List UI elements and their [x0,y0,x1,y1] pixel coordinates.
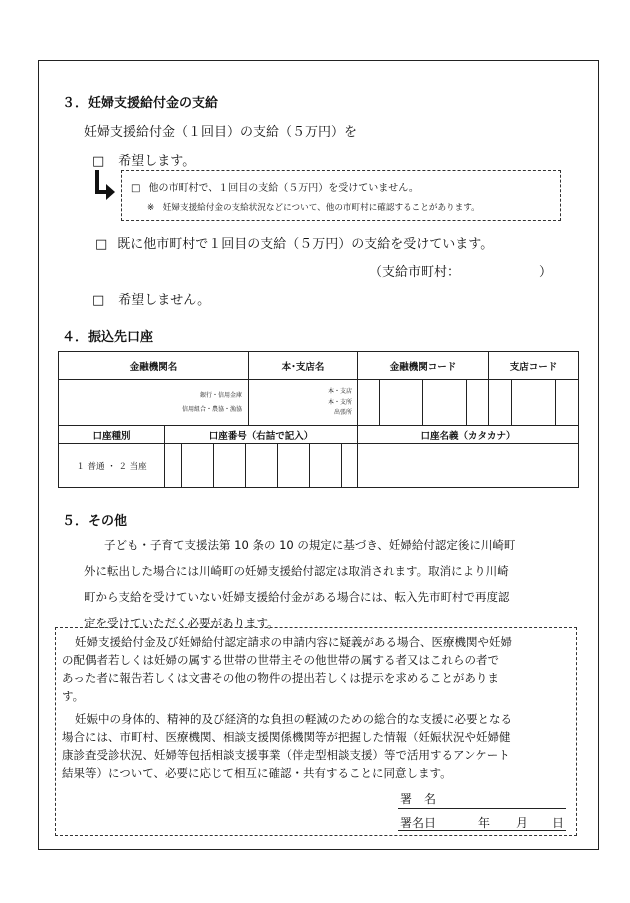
branch-code-digit[interactable] [511,380,556,425]
branch-code-digit[interactable] [489,380,511,425]
account-number-digit[interactable] [181,444,213,487]
branch-code-input[interactable] [489,380,579,426]
bank-name-input[interactable] [59,380,249,426]
account-number-digit[interactable] [245,444,277,487]
branch-type-2: 本・支所 [327,398,352,406]
bank-type-2: 信用組合・農協・漁協 [181,405,242,413]
col-account-holder: 口座名義（カタカナ） [358,426,579,444]
account-number-digit[interactable] [309,444,341,487]
signature-month-label: 月 [516,816,529,830]
section3-heading: ３．妊婦支援給付金の支給 [62,96,219,111]
section5-para-line: 定を受けていただく必要があります。 [84,616,279,630]
signature-year-label: 年 [478,816,491,830]
option-other-checkbox[interactable]: □ [95,237,108,252]
bank-code-digit[interactable] [423,380,466,425]
option-other-label: 既に他市町村で１回目の支給（５万円）の支給を受けています。 [117,237,494,252]
option-no[interactable] [92,289,210,308]
col-bank-name: 金融機関名 [59,352,249,380]
account-type-options[interactable]: １ 普通 ・ ２ 当座 [59,444,165,488]
signature-date-label: 署名日 [400,816,437,830]
col-account-number: 口座番号（右詰で記入） [165,426,358,444]
sub-option-box [121,170,561,221]
bank-type-1: 銀行・信用金庫 [199,392,242,399]
bank-code-digit[interactable] [380,380,423,425]
section3-intro: 妊婦支援給付金（１回目）の支給（５万円）を [84,125,358,140]
option-no-checkbox[interactable]: □ [92,293,105,308]
section5-para-line: 町から支給を受けていない妊婦支援給付金がある場合には、転入先市町村で再度認 [84,590,510,604]
branch-type-1: 本・支店 [327,388,352,396]
section5-heading: ５．その他 [62,514,128,529]
bank-code-digit[interactable] [466,380,488,425]
sub-option-label: 他の市町村で、１回目の支給（５万円）を受けていません。 [148,183,419,194]
signature-name-input[interactable] [398,808,566,809]
col-account-type: 口座種別 [59,426,165,444]
account-number-digit[interactable] [213,444,245,487]
bank-code-digit[interactable] [358,380,380,425]
section5-para-line: 外に転出した場合には川崎町の妊婦支援給付認定は取消されます。取消により川崎 [84,564,509,578]
option-other[interactable] [95,233,493,252]
notice-line: す。 [62,689,85,703]
account-number-digit[interactable] [165,444,181,487]
notice-line: 結果等）について、必要に応じて相互に確認・共有することに同意します。 [62,766,452,780]
branch-type-3: 出張所 [333,409,352,417]
section5-para-line: 子ども・子育て支援法第 10 条の 10 の規定に基づき、妊婦給付認定後に川崎町 [104,538,516,552]
other-city-open: （支給市町村： [369,265,461,280]
section4-heading: ４．振込先口座 [62,330,154,345]
notice-line: の配偶者若しくは妊婦の属する世帯の世帯主その他世帯の属する者又はこれらの者で [62,653,499,667]
notice-line: 妊婦支援給付金及び妊婦給付認定請求の申請内容に疑義がある場合、医療機関や妊婦 [75,635,512,649]
sub-option-note: ※ 妊婦支援給付金の支給状況などについて、他の市町村に確認することがあります。 [147,203,480,213]
sub-option[interactable] [131,179,419,194]
signature-name-label: 署 名 [400,792,437,806]
notice-line: 場合には、市町村、医療機関、相談支援関係機関等が把握した情報（妊娠状況や妊婦健 [62,730,511,744]
col-branch-code: 支店コード [489,352,579,380]
signature-day-label: 日 [552,816,565,830]
option-wish-label: 希望します。 [118,154,196,169]
notice-line: あった者に報告若しくは文書その他の物件の提出若しくは提示を求めることがありま [62,671,499,685]
account-holder-input[interactable] [358,444,579,488]
notice-line: 康診査受診状況、妊婦等包括相談支援事業（伴走型相談支援）等で活用するアンケート [62,748,510,762]
account-number-digit[interactable] [341,444,357,487]
branch-name-input[interactable] [249,380,358,426]
option-wish[interactable] [92,150,195,169]
arrow-down-right-icon [90,168,116,204]
bank-code-input[interactable] [358,380,489,426]
other-city-close: ） [539,265,553,280]
option-no-label: 希望しません。 [118,293,211,308]
col-bank-code: 金融機関コード [358,352,489,380]
signature-date-input[interactable] [398,830,566,831]
account-number-digit[interactable] [277,444,309,487]
account-number-input[interactable] [165,444,358,488]
notice-line: 妊娠中の身体的、精神的及び経済的な負担の軽減のための総合的な支援に必要となる [75,712,512,726]
branch-code-digit[interactable] [556,380,578,425]
col-branch-name: 本･支店名 [249,352,358,380]
sub-option-checkbox[interactable]: □ [131,183,141,194]
bank-account-table [58,351,579,488]
other-city-input[interactable] [452,259,537,277]
option-wish-checkbox[interactable]: □ [92,154,105,169]
